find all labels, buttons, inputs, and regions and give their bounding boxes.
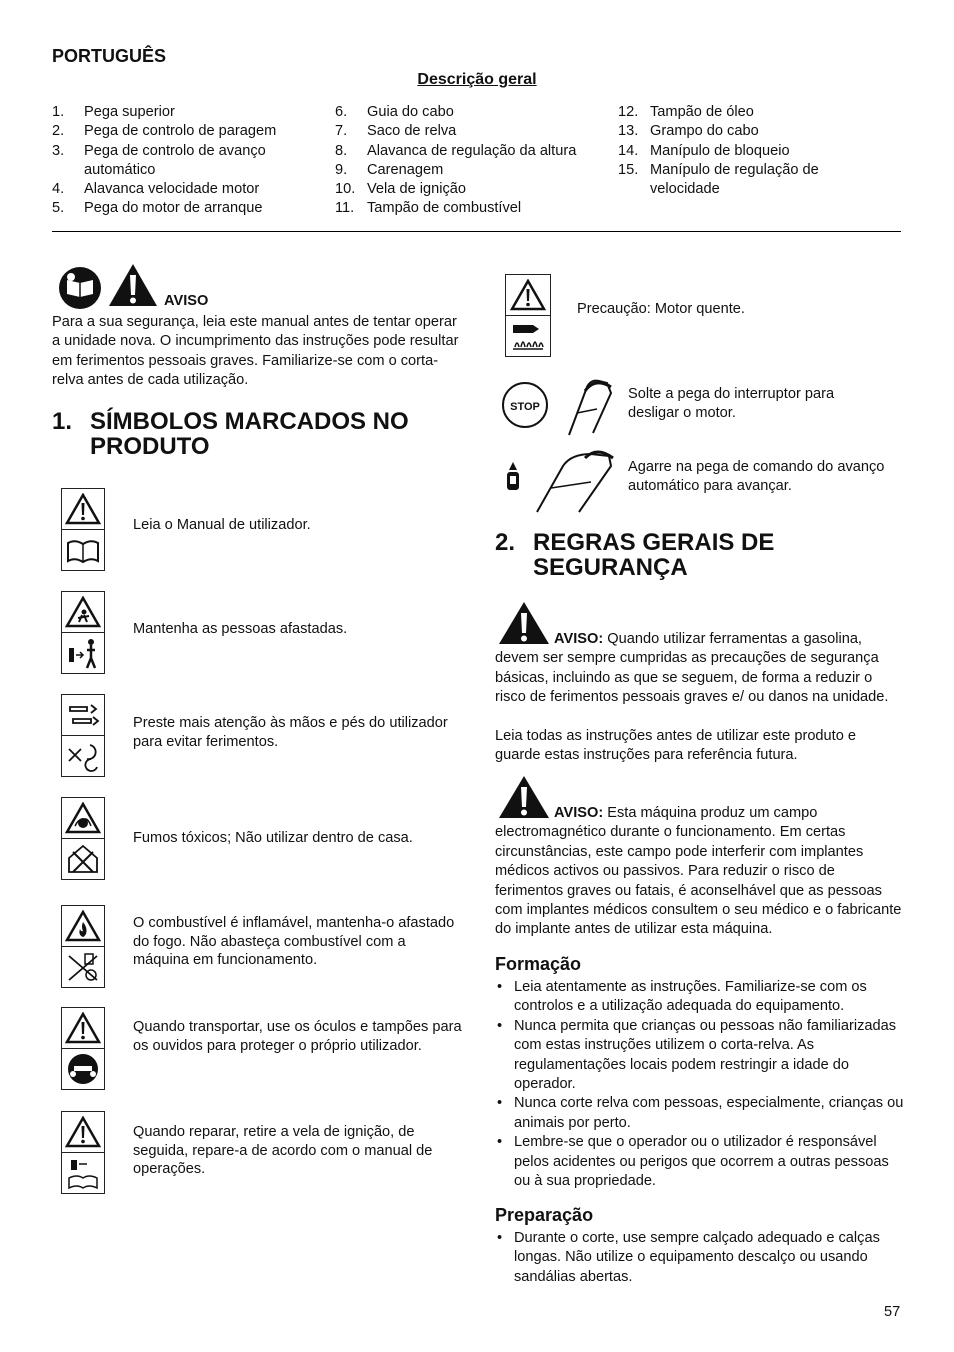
eye-ear-protection-icon [62, 1049, 104, 1089]
list-item: 1. Pega superior [52, 104, 175, 120]
flammable-icon [62, 906, 104, 947]
list-item: 7. Saco de relva [335, 123, 457, 140]
list-item: 10. Vela de ignição [335, 181, 466, 198]
symbol-text: Leia o Manual de utilizador. [133, 517, 311, 533]
section2-heading: 2. REGRAS GERAIS DE SEGURANÇA [495, 529, 775, 581]
list-item: • Leia atentamente as instruções. Familiarize-se com os controlos e a utilização adequada do equipamento. [495, 978, 905, 1017]
hot-surface-icon [506, 316, 550, 356]
drive-text: Agarre na pega de comando do avanço automático para avançar. [628, 459, 885, 495]
preparacao-heading: Preparação [495, 1205, 594, 1225]
description-title: Descrição geral [417, 71, 537, 88]
divider [52, 231, 901, 232]
symbol-hot-engine [505, 274, 551, 357]
warning-label: AVISO [164, 293, 209, 309]
manual-book-icon [62, 530, 104, 570]
parts-list-col1 [52, 103, 327, 219]
symbol-text: Quando transportar, use os óculos e tampões para os ouvidos para proteger o próprio utilizador. [133, 1019, 462, 1054]
warning-triangle-icon [107, 262, 159, 312]
warning-text: Para a sua segurança, leia este manual antes de tentar operar a unidade nova. O incumprimento das instruções pode resultar em ferimentos pessoais graves. Familiarize-se com o corta-relva antes de cada utilização. [52, 314, 459, 389]
warning-triangle-icon [62, 489, 104, 530]
warning-paragraph-1: AVISO: Quando utilizar ferramentas a gasolina, devem ser sempre cumpridas as precauções de segurança básicas, incluindo as que se seguem, de forma a reduzir o risco de ferimentos pessoais graves e/ ou danos na unidade. [495, 631, 889, 706]
list-item: 12. Tampão de óleo [618, 104, 754, 120]
no-refuel-running-icon [62, 947, 104, 987]
symbol-text: Quando reparar, retire a vela de ignição, de seguida, repare-a de acordo com o manual de operações. [133, 1124, 433, 1178]
no-indoor-use-icon [62, 839, 104, 879]
symbol-flammable [61, 905, 105, 988]
symbol-spark-plug [61, 1111, 105, 1194]
symbol-text: Preste mais atenção às mãos e pés do utilizador para evitar ferimentos. [133, 715, 448, 750]
language-heading: PORTUGUÊS [52, 46, 167, 66]
section1-heading: 1. SÍMBOLOS MARCADOS NO PRODUTO [52, 408, 409, 460]
list-item: 14. Manípulo de bloqueio [618, 142, 790, 159]
drive-handle-icon [501, 448, 623, 518]
page-number: 57 [884, 1304, 901, 1320]
toxic-fumes-icon [62, 798, 104, 839]
formacao-heading: Formação [495, 954, 582, 974]
warning-paragraph-1b: Leia todas as instruções antes de utilizar este produto e guarde estas instruções para referência futura. [495, 728, 857, 764]
list-item: 8. Alavanca de regulação da altura [335, 142, 577, 159]
list-item: • Nunca corte relva com pessoas, especialmente, crianças ou animais por perto. [495, 1094, 905, 1133]
list-item: 4. Alavanca velocidade motor [52, 181, 260, 198]
list-item: 3. Pega de controlo de avanço automático [52, 142, 266, 178]
list-item: • Durante o corte, use sempre calçado adequado e calças longas. Não utilize o equipamento descalço ou usando sandálias abertas. [495, 1229, 905, 1287]
warning-triangle-icon [62, 1008, 104, 1049]
list-item: • Lembre-se que o operador ou o utilizador é responsável pelos acidentes ou perigos que ocorrem a outras pessoas ou à sua propriedade. [495, 1133, 905, 1191]
warning-paragraph-2: AVISO: Esta máquina produz um campo electromagnético durante o funcionamento. Em certas circunstâncias, este campo pode interferir com implantes médicos activos ou passivos. Para reduzir o risco de ferimentos graves ou fatais, é aconselhável que as pessoas com implantes médicos consultem o seu médico e o fabricante do implante antes de utilizar esta máquina. [495, 805, 902, 938]
symbol-read-manual [61, 488, 105, 571]
symbol-text: Mantenha as pessoas afastadas. [133, 621, 348, 637]
symbol-hands-feet [61, 694, 105, 777]
list-item: 9. Carenagem [335, 161, 444, 178]
list-item: 11. Tampão de combustível [335, 200, 522, 217]
spark-plug-manual-icon [62, 1153, 104, 1193]
parts-list-col3 [618, 103, 878, 199]
list-item: 6. Guia do cabo [335, 104, 454, 120]
preparacao-list [495, 1229, 905, 1287]
list-item: 2. Pega de controlo de paragem [52, 123, 277, 140]
thrown-object-icon [62, 592, 104, 633]
hot-engine-text: Precaução: Motor quente. [577, 301, 745, 317]
symbol-toxic-fumes [61, 797, 105, 880]
list-item: 5. Pega do motor de arranque [52, 200, 263, 217]
list-item: • Nunca permita que crianças ou pessoas não familiarizadas com estas instruções utilizem o corta-relva. As regulamentações locais podem restringir a idade do operador. [495, 1017, 905, 1095]
foot-blade-icon [62, 736, 104, 776]
stop-sign-label: STOP [510, 401, 540, 413]
symbol-eye-ear [61, 1007, 105, 1090]
stop-text: Solte a pega do interruptor para desligar o motor. [628, 386, 835, 422]
symbol-keep-away [61, 591, 105, 674]
stop-handle-icon [501, 373, 623, 441]
parts-list-col2 [335, 103, 610, 219]
warning-triangle-icon [62, 1112, 104, 1153]
read-manual-icon [57, 266, 103, 314]
hand-hazard-icon [62, 695, 104, 736]
symbol-text: O combustível é inflamável, mantenha-o afastado do fogo. Não abasteça combustível com a máquina em funcionamento. [133, 915, 455, 969]
list-item: 15. Manípulo de regulação de velocidade [618, 161, 819, 198]
keep-bystanders-away-icon [62, 633, 104, 673]
warning-triangle-icon [506, 275, 550, 316]
formacao-list [495, 978, 905, 1191]
symbol-text: Fumos tóxicos; Não utilizar dentro de casa. [133, 830, 413, 846]
list-item: 13. Grampo do cabo [618, 123, 759, 140]
